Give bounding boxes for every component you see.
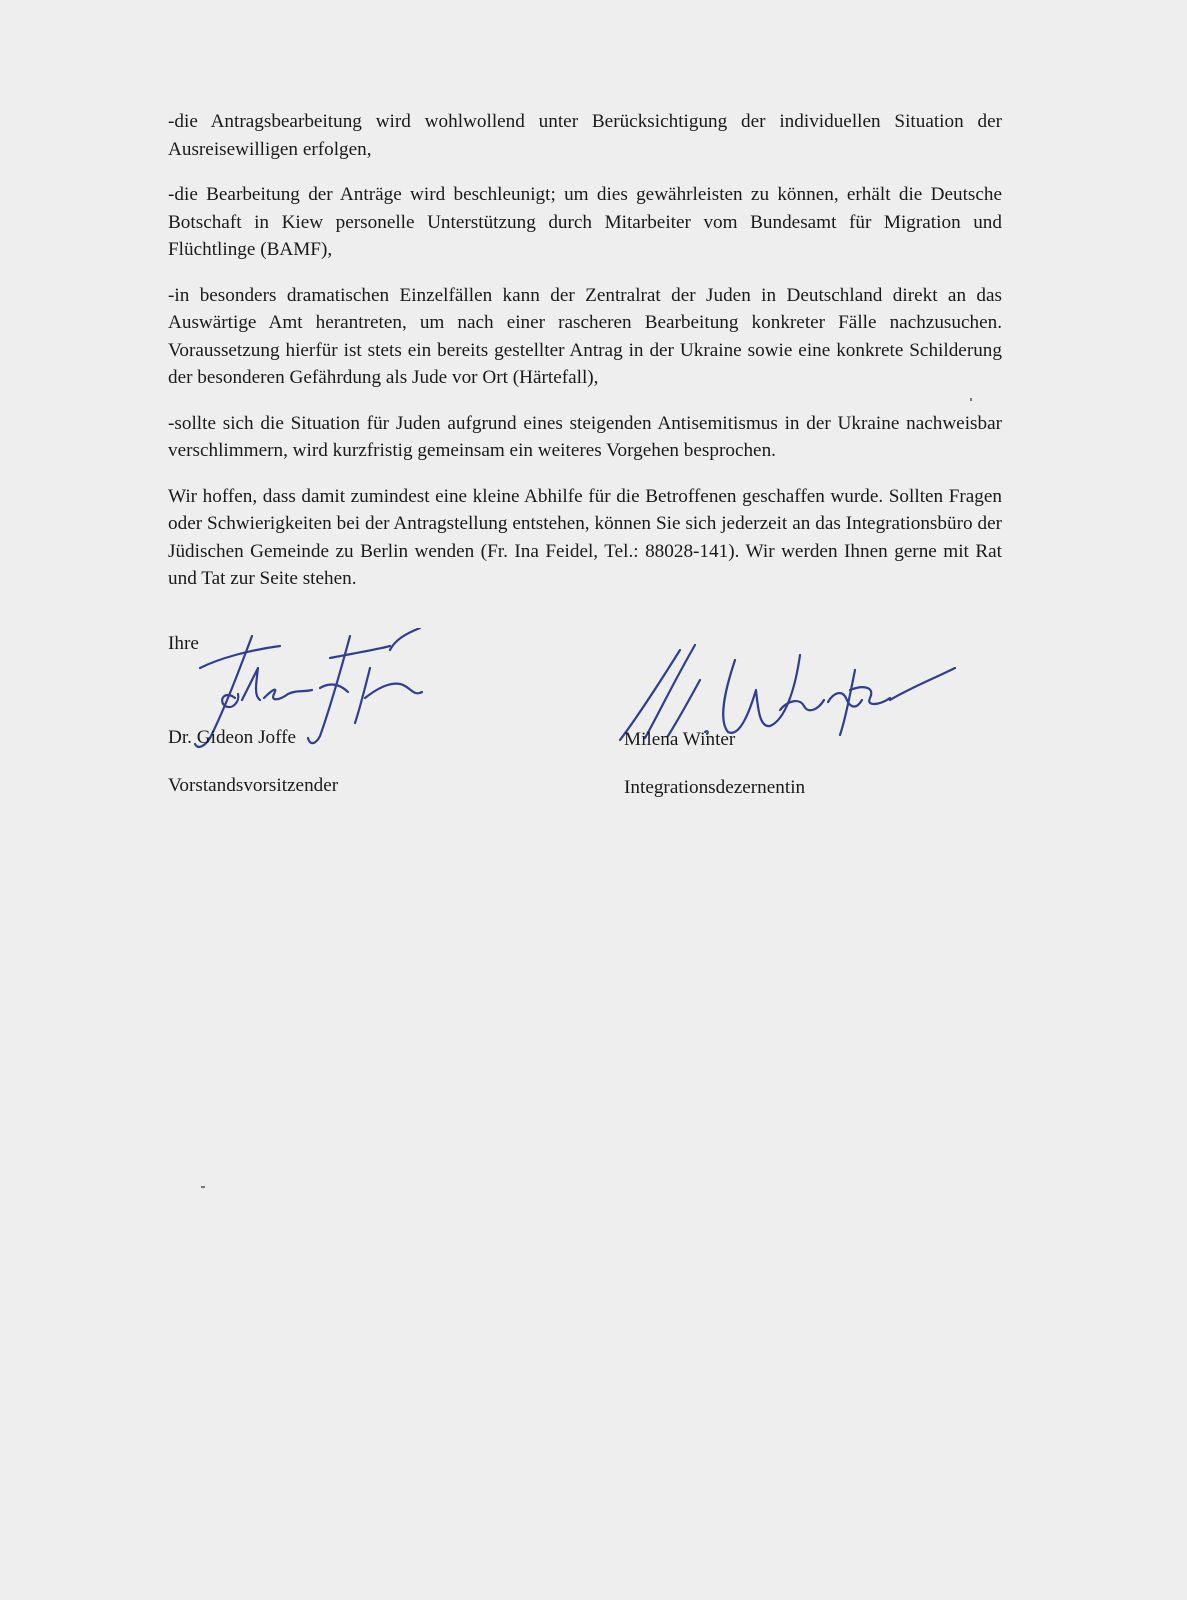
signatory-role: Vorstandsvorsitzender (168, 775, 339, 796)
paragraph-hardship-cases: -in besonders dramatischen Einzelfällen kann der Zentralrat der Juden in Deutschland direkt an das Auswärtige Amt herantreten, um nach einer rascheren Bearbeitung konkreter Fälle nachzusuchen. Voraussetzung hierfür ist stets ein bereits gestellter Antrag in der Ukraine sowie eine konkrete Schilderung der besonderen Gefährdung als Jude vor Ort (Härtefall), (168, 284, 1002, 388)
paragraph-antisemitism: -sollte sich die Situation für Juden aufgrund eines steigenden Antisemitismus in der Ukraine nachweisbar verschlimmern, wird kurzfristig gemeinsam ein weiteres Vorgehen besprochen. (168, 412, 1002, 461)
signatory-left (168, 727, 338, 797)
letter-body (168, 108, 1002, 611)
signatory-right (624, 729, 805, 799)
closing-salutation: Ihre (168, 633, 199, 654)
scan-speck (970, 398, 972, 401)
paragraph-application-processing: -die Antragsbearbeitung wird wohlwollend unter Berücksichtigung der individuellen Situation der Ausreisewilligen erfolgen, (168, 111, 1002, 160)
paragraph-contact-info: Wir hoffen, dass damit zumindest eine kleine Abhilfe für die Betroffenen geschaffen wurde. Sollten Fragen oder Schwierigkeiten bei der Antragstellung entstehen, können Sie sich jederzeit an das Integrationsbüro der Jüdischen Gemeinde zu Berlin wenden (Fr. Ina Feidel, Tel.: 88028-141). Wir werden Ihnen gerne mit Rat und Tat zur Seite stehen. (168, 485, 1002, 589)
paragraph-acceleration: -die Bearbeitung der Anträge wird beschleunigt; um dies gewährleisten zu können, erhält die Deutsche Botschaft in Kiew personelle Unterstützung durch Mitarbeiter vom Bundesamt für Migration und Flüchtlinge (BAMF), (168, 184, 1002, 260)
signatory-name: Dr. Gideon Joffe (168, 727, 297, 748)
signatory-name: Milena Winter (624, 729, 736, 750)
signatory-role: Integrationsdezernentin (624, 777, 806, 798)
scan-speck (201, 1186, 205, 1188)
